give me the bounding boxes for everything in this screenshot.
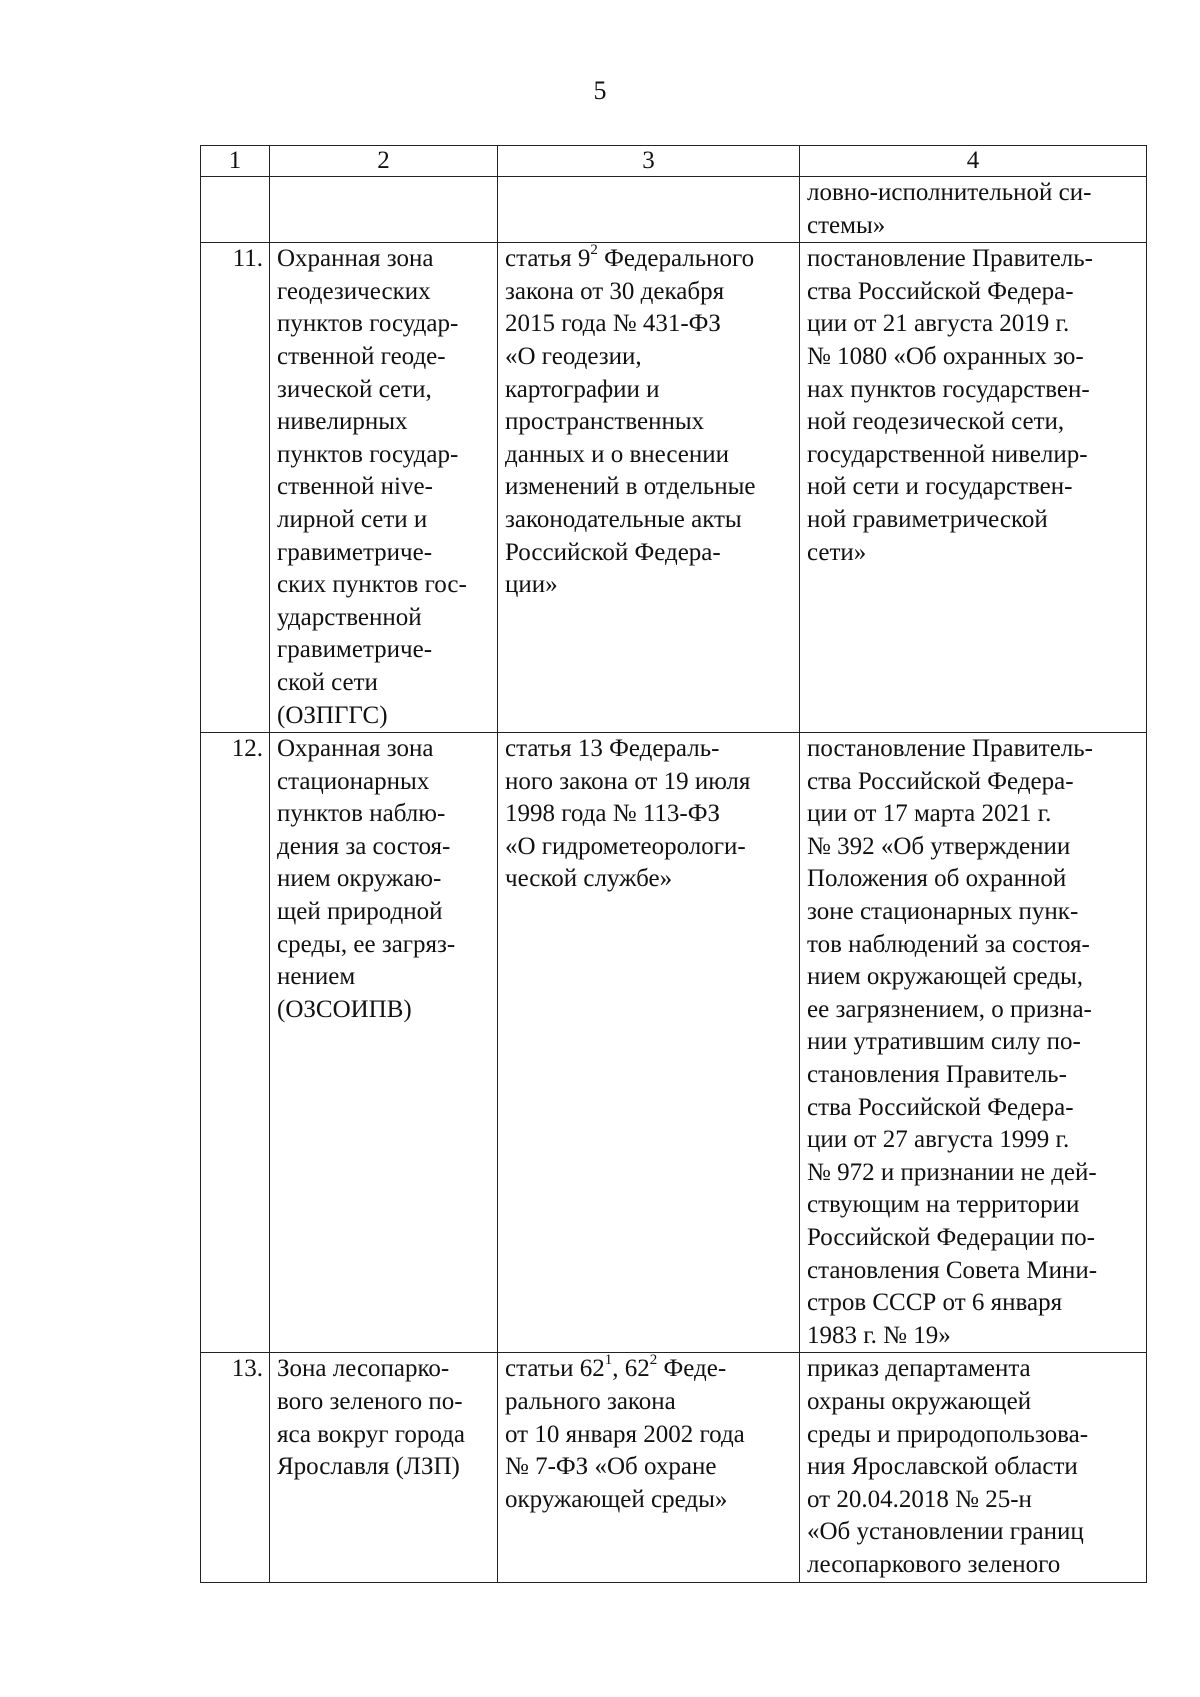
- text-line: зической сети,: [277, 375, 432, 403]
- text-fragment: , 62: [612, 1355, 650, 1383]
- text-line: ства Российской Федера-: [807, 277, 1074, 305]
- text-line: «О геодезии,: [505, 342, 642, 370]
- superscript: 2: [649, 1352, 658, 1369]
- text-line: гравиметриче-: [277, 538, 433, 566]
- continuation-col-1: [201, 177, 270, 243]
- continuation-col-4: [800, 177, 1147, 243]
- text-line: стров СССР от 6 января: [807, 1289, 1063, 1317]
- text-line: среды, ее загряз-: [277, 930, 456, 958]
- text-line: 2015 года № 431-ФЗ: [505, 310, 721, 338]
- table-row: [201, 243, 1147, 733]
- text-line: нием окружаю-: [277, 865, 442, 893]
- law-basis-cell: [498, 733, 800, 1353]
- text-line: ной сети и государствен-: [807, 473, 1073, 501]
- text-line: ее загрязнением, о призна-: [807, 995, 1092, 1023]
- text-line: (ОЗПГГС): [277, 701, 388, 729]
- text-line: стемы»: [807, 211, 886, 239]
- text-fragment: Федерального: [597, 245, 755, 273]
- text-line: пунктов наблю-: [277, 800, 446, 828]
- text-line: изменений в отдельные: [505, 473, 756, 501]
- text-line: ства Российской Федера-: [807, 1093, 1074, 1121]
- text-line: дения за состоя-: [277, 832, 451, 860]
- header-col-2: 2: [270, 146, 498, 177]
- text-line: постановление Правитель-: [807, 245, 1094, 273]
- text-line: [505, 243, 793, 276]
- table-body: [201, 243, 1147, 1582]
- row-number: 13.: [201, 1353, 270, 1582]
- text-fragment: статья 9: [505, 245, 591, 273]
- text-line: от 10 января 2002 года: [505, 1420, 745, 1448]
- regulation-cell: [800, 243, 1147, 733]
- continuation-col-2: [270, 177, 498, 243]
- text-line: № 392 «Об утверждении: [807, 832, 1071, 860]
- text-line: от 20.04.2018 № 25-н: [807, 1485, 1032, 1513]
- text-line: рального закона: [505, 1387, 676, 1415]
- text-line: данных и о внесении: [505, 440, 730, 468]
- text-line: № 1080 «Об охранных зо-: [807, 342, 1084, 370]
- text-fragment: Феде-: [657, 1355, 727, 1383]
- text-line: № 972 и признании не дей-: [807, 1158, 1097, 1186]
- continuation-row: [201, 177, 1147, 243]
- page-number: 5: [593, 76, 607, 105]
- text-line: Охранная зона: [277, 245, 434, 273]
- row-number: 11.: [201, 243, 270, 733]
- text-line: лирной сети и: [277, 505, 428, 533]
- text-line: ного закона от 19 июля: [505, 767, 751, 795]
- text-line: ства Российской Федера-: [807, 767, 1074, 795]
- regulation-cell: [800, 1353, 1147, 1582]
- table-row: [201, 1353, 1147, 1582]
- text-line: ции от 27 августа 1999 г.: [807, 1126, 1070, 1154]
- text-line: окружающей среды»: [505, 1485, 728, 1513]
- text-line: Ярославля (ЛЗП): [277, 1453, 460, 1481]
- text-line: нением: [277, 963, 356, 991]
- text-line: лесопаркового зеленого: [807, 1550, 1061, 1578]
- law-basis-cell: [498, 1353, 800, 1582]
- text-line: картографии и: [505, 375, 660, 403]
- text-line: ции от 17 марта 2021 г.: [807, 800, 1052, 828]
- text-line: ских пунктов гос-: [277, 571, 467, 599]
- text-line: государственной нивелир-: [807, 440, 1088, 468]
- law-basis-cell: [498, 243, 800, 733]
- zone-name-cell: [270, 733, 498, 1353]
- row-number: 12.: [201, 733, 270, 1353]
- zone-name-cell: [270, 1353, 498, 1582]
- text-line: зоне стационарных пунк-: [807, 898, 1079, 926]
- text-line: [505, 1353, 793, 1386]
- text-line: Охранная зона: [277, 735, 434, 763]
- text-line: пунктов государ-: [277, 310, 459, 338]
- text-line: щей природной: [277, 898, 443, 926]
- text-line: 1983 г. № 19»: [807, 1321, 951, 1349]
- text-line: ственной геоде-: [277, 342, 446, 370]
- text-line: пространственных: [505, 408, 705, 436]
- text-line: ции»: [505, 571, 558, 599]
- text-line: Зона лесопарко-: [277, 1355, 450, 1383]
- text-line: пунктов государ-: [277, 440, 459, 468]
- text-fragment: статьи 62: [505, 1355, 605, 1383]
- text-line: 1998 года № 113-ФЗ: [505, 800, 721, 828]
- text-line: (ОЗСОИПВ): [277, 995, 412, 1023]
- text-line: среды и природопользова-: [807, 1420, 1089, 1448]
- header-col-3: 3: [498, 146, 800, 177]
- table-row: [201, 733, 1147, 1353]
- text-line: законодательные акты: [505, 505, 742, 533]
- text-line: Положения об охранной: [807, 865, 1067, 893]
- text-line: ловно-исполнительной си-: [807, 179, 1092, 206]
- continuation-col-3: [498, 177, 800, 243]
- header-col-1: 1: [201, 146, 270, 177]
- text-line: постановление Правитель-: [807, 735, 1094, 763]
- text-line: ственной нive-: [277, 473, 433, 501]
- text-line: ской сети: [277, 668, 378, 696]
- text-line: ударственной: [277, 603, 422, 631]
- text-line: становления Правитель-: [807, 1061, 1067, 1089]
- text-line: сети»: [807, 538, 867, 566]
- text-line: ствующим на территории: [807, 1191, 1080, 1219]
- text-line: охраны окружающей: [807, 1387, 1032, 1415]
- header-col-4: 4: [800, 146, 1147, 177]
- text-line: закона от 30 декабря: [505, 277, 725, 305]
- text-line: нивелирных: [277, 408, 408, 436]
- text-line: геодезических: [277, 277, 431, 305]
- text-line: Российской Федера-: [505, 538, 721, 566]
- text-line: ния Ярославской области: [807, 1453, 1078, 1481]
- text-line: яса вокруг города: [277, 1420, 465, 1448]
- text-line: ной гравиметрической: [807, 505, 1048, 533]
- text-line: ческой службе»: [505, 865, 673, 893]
- regulation-cell: [800, 733, 1147, 1353]
- text-line: тов наблюдений за состоя-: [807, 930, 1090, 958]
- text-line: нии утратившим силу по-: [807, 1028, 1081, 1056]
- text-line: гравиметриче-: [277, 636, 433, 664]
- text-line: ной геодезической сети,: [807, 408, 1065, 436]
- text-line: вого зеленого по-: [277, 1387, 463, 1415]
- zone-name-cell: [270, 243, 498, 733]
- superscript: 1: [604, 1352, 613, 1369]
- text-line: стационарных: [277, 767, 430, 795]
- legal-table: [200, 145, 1147, 1583]
- superscript: 2: [590, 241, 598, 258]
- text-line: нах пунктов государствен-: [807, 375, 1090, 403]
- text-line: приказ департамента: [807, 1355, 1031, 1383]
- text-line: ции от 21 августа 2019 г.: [807, 310, 1070, 338]
- text-line: Российской Федерации по-: [807, 1224, 1095, 1251]
- text-line: становления Совета Мини-: [807, 1256, 1098, 1284]
- table-header-row: [201, 146, 1147, 177]
- text-line: статья 13 Федераль-: [505, 735, 720, 763]
- text-line: «О гидрометеорологи-: [505, 832, 746, 860]
- text-line: «Об установлении границ: [807, 1518, 1084, 1546]
- text-line: № 7-ФЗ «Об охране: [505, 1453, 717, 1481]
- text-line: нием окружающей среды,: [807, 963, 1084, 991]
